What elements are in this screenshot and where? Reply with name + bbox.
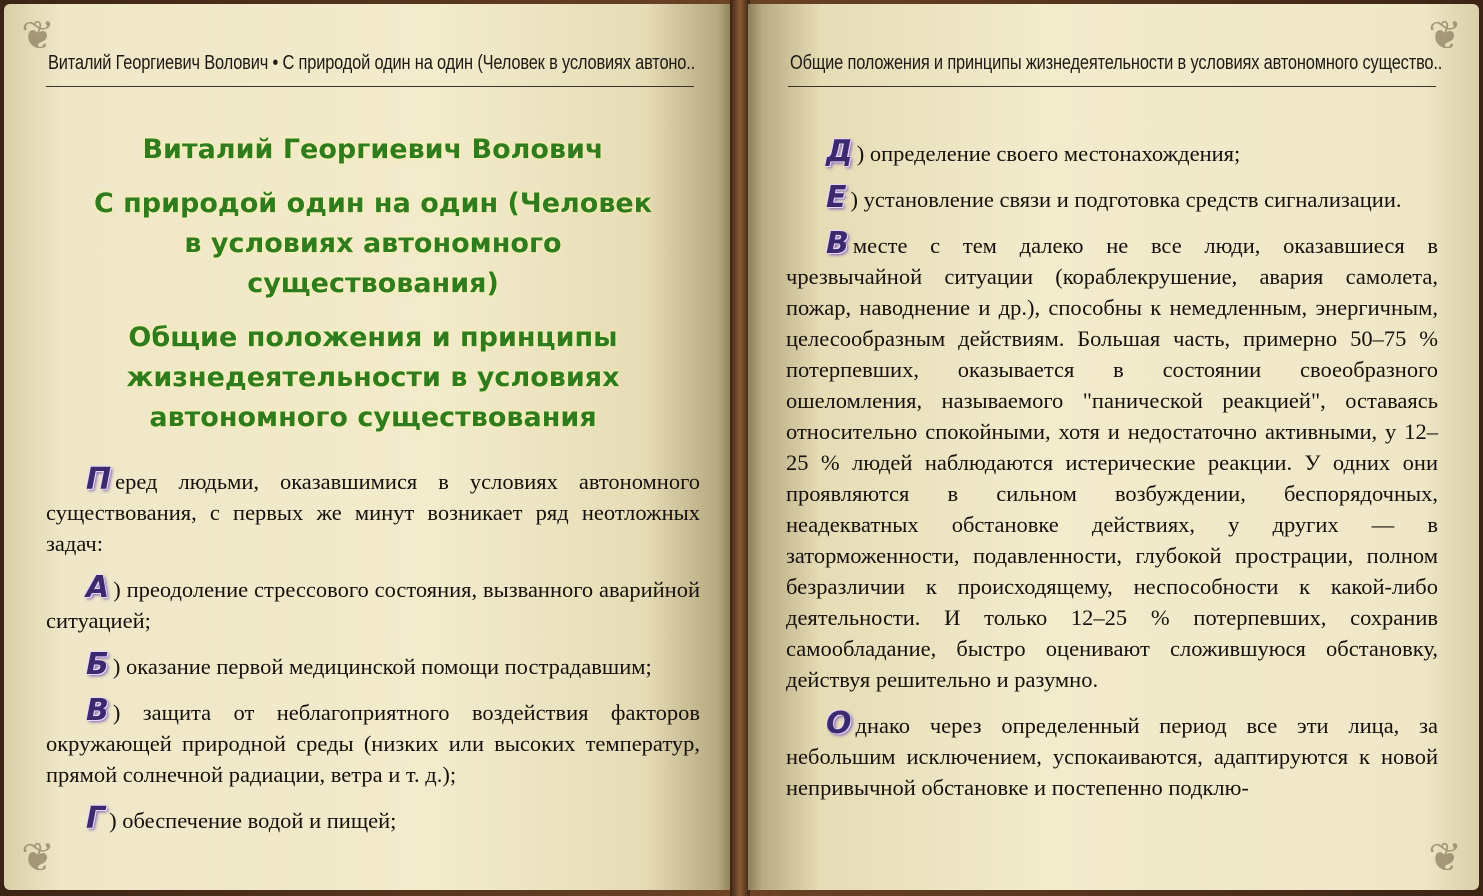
drop-cap: В [86,693,109,728]
paragraph-text: месте с тем далеко не все люди, оказавшиеся в чрезвычайной ситуации (кораблекрушение, авария самолета, пожар, наводнение и др.), способны к немедленным, энергичным, целесообразным действиям. Большая часть, примерно 50–75 % потерпевших, оказывается в состоянии своеобразного ошеломления, называемого "панической реакцией", оставаясь относительно спокойными, хотя и недостаточно активными, у 12–25 % людей наблюдаются истерические реакции. У одних они проявляются в сильном возбуждении, беспорядочных, неадекватных обстановке действиях, у других — в заторможенности, подавленности, глубокой прострации, полном безразличии к происходящему, неспособности к какой-либо деятельности. И только 12–25 % потерпевших, сохранив самообладание, быстро оценивают сложившуюся обстановку, действуя решительно и разумно. [786,233,1438,692]
paragraph-text: ) установление связи и подготовка средств сигнализации. [850,187,1402,212]
paragraph [46,649,700,682]
ornament-corner-icon: ❦ [21,835,55,880]
title-block [48,130,698,452]
book-title-heading: С природой один на один (Человек в условиях автономного существования) [93,188,653,299]
running-head-right: Общие положения и принципы жизнедеятельности в условиях автономного существо.. [790,52,1443,74]
header-rule [46,86,694,87]
paragraph-text: еред людьми, оказавшимися в условиях автономного существования, с первых же минут возникает ряд неотложных задач: [46,469,700,556]
paragraph [786,228,1438,695]
drop-cap: Б [86,647,109,682]
drop-cap: Г [86,801,106,836]
paragraph-text: ) обеспечение водой и пищей; [109,808,397,833]
paragraph [786,708,1438,803]
paragraph-text: ) оказание первой медицинской помощи пострадавшим; [112,654,652,679]
paragraph-text: ) защита от неблагоприятного воздействия факторов окружающей природной среды (низких или высоких температур, прямой солнечной радиации, ветра и т. д.); [46,700,700,787]
paragraph [46,695,700,790]
chapter-heading: Общие положения и принципы жизнедеятельности в условиях автономного существования [126,322,620,433]
paragraph-text: ) преодоление стрессового состояния, вызванного аварийной ситуацией; [46,577,700,633]
paragraph [46,803,700,836]
ornament-corner-icon: ❦ [21,13,55,58]
author-heading: Виталий Георгиевич Волович [142,134,604,165]
paragraph [46,572,700,636]
drop-cap: О [826,706,852,741]
paragraph [46,464,700,559]
drop-cap: П [86,462,112,497]
drop-cap: Е [826,180,847,215]
left-body-text [46,464,700,849]
right-page[interactable] [748,4,1479,890]
ornament-corner-icon: ❦ [1428,13,1462,58]
paragraph-text: днако через определенный период все эти лица, за небольшим исключением, успокаиваются, адаптируются к новой непривычной обстановке и постепенно подклю- [786,713,1438,800]
drop-cap: А [86,570,110,605]
right-body-text [786,136,1438,816]
paragraph [786,182,1438,215]
drop-cap: В [826,226,849,261]
paragraph [786,136,1438,169]
book-spine [730,0,750,896]
ornament-corner-icon: ❦ [1428,835,1462,880]
paragraph-text: ) определение своего местонахождения; [856,141,1241,166]
running-head-left: Виталий Георгиевич Волович • С природой один на один (Человек в условиях автоно.. [48,52,696,74]
left-page[interactable] [4,4,732,890]
header-rule [788,86,1436,87]
drop-cap: Д [826,134,853,169]
